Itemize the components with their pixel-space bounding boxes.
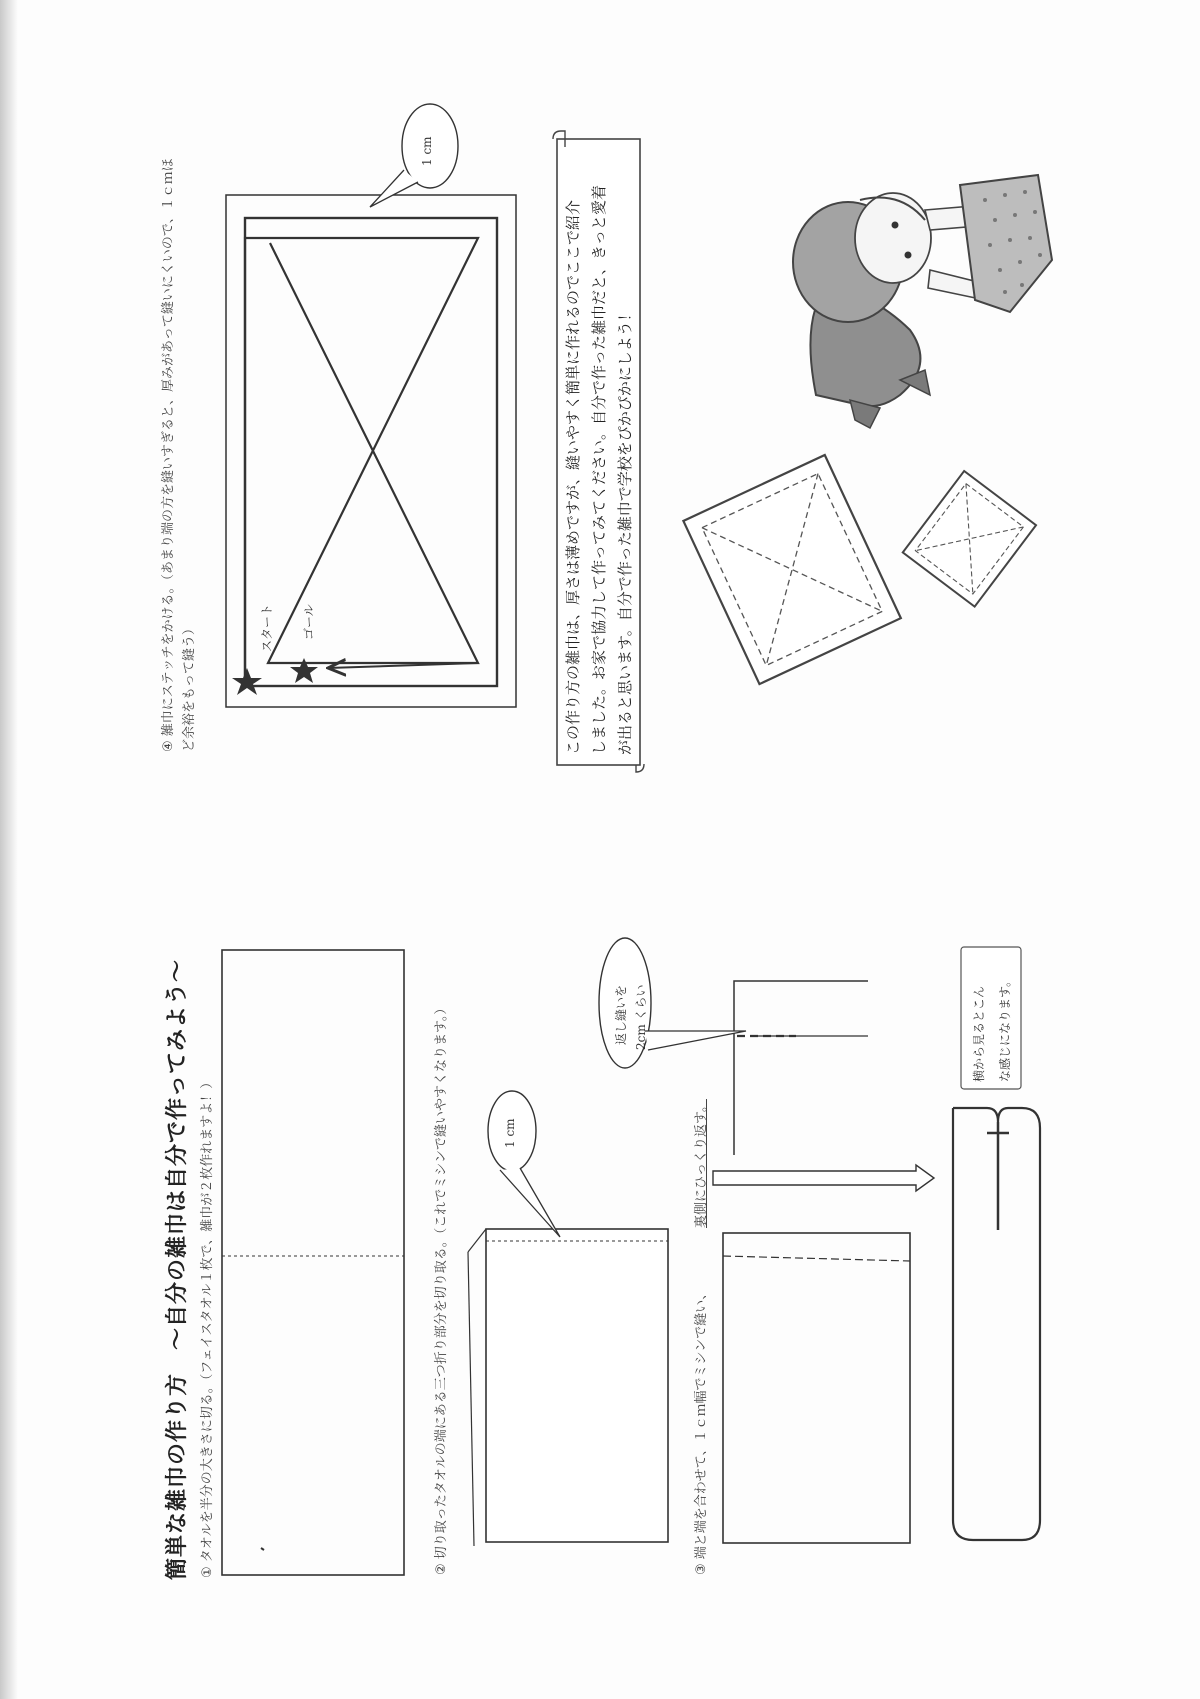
step3-instruction-underlined: 裏側にひっくり返す。 bbox=[694, 1099, 709, 1228]
note-line-3: が出ると思います。自分で作った雑巾で学校をぴかぴかにしよう！ bbox=[616, 306, 634, 755]
step4-1cm-label: 1 cm bbox=[420, 136, 434, 166]
finished-rag-large-illustration bbox=[683, 455, 900, 684]
backstitch-label-line2: 2cm くらい bbox=[634, 984, 648, 1050]
step2-instruction: ② 切り取ったタオルの端にある三つ折り部分を切り取る。（これでミシンで縫いやすくなります。） bbox=[434, 1001, 449, 1575]
child-wiping-illustration bbox=[793, 175, 1052, 428]
goal-label: ゴール bbox=[302, 604, 316, 640]
start-star-icon bbox=[232, 668, 262, 695]
step4-instruction-line1: ④ 雑巾にステッチをかける。（あまり端の方を縫いすぎると、厚みがあって縫いにくいので、１ｃｍほ bbox=[161, 158, 176, 752]
step3-instruction: ③ 端と端を合わせて、１ｃｍ幅でミシンで縫い、 bbox=[694, 1286, 709, 1575]
side-view-label-line1: 横から見るとこん bbox=[972, 985, 986, 1082]
note-line-2: しました。お家で協力して作ってみてください。自分で作った雑巾だと、きっと愛着 bbox=[590, 184, 608, 755]
side-view-label-line2: な感じになります。 bbox=[998, 974, 1012, 1082]
step1-towel-diagram bbox=[222, 950, 404, 1575]
step2-1cm-label: 1 cm bbox=[503, 1118, 517, 1148]
note-line-1: この作り方の雑巾は、厚さは薄めですが、縫いやすく簡単に作れるのでここで紹介 bbox=[564, 199, 582, 755]
finished-rag-small-illustration bbox=[903, 471, 1036, 607]
goal-star-icon bbox=[290, 658, 318, 683]
page-title: 簡単な雑巾の作り方 ～自分の雑巾は自分で作ってみよう～ bbox=[165, 958, 190, 1580]
backstitch-label-line1: 返し縫いを bbox=[614, 984, 628, 1045]
step1-instruction: ① タオルを半分の大きさに切る。（フェイスタオル１枚で、雑巾が２枚作れますよ！） bbox=[200, 1075, 215, 1578]
step4-instruction-line2: ど余裕をもって縫う） bbox=[182, 621, 197, 752]
start-label: スタート bbox=[260, 603, 274, 652]
step2-cut-diagram bbox=[468, 1091, 668, 1546]
